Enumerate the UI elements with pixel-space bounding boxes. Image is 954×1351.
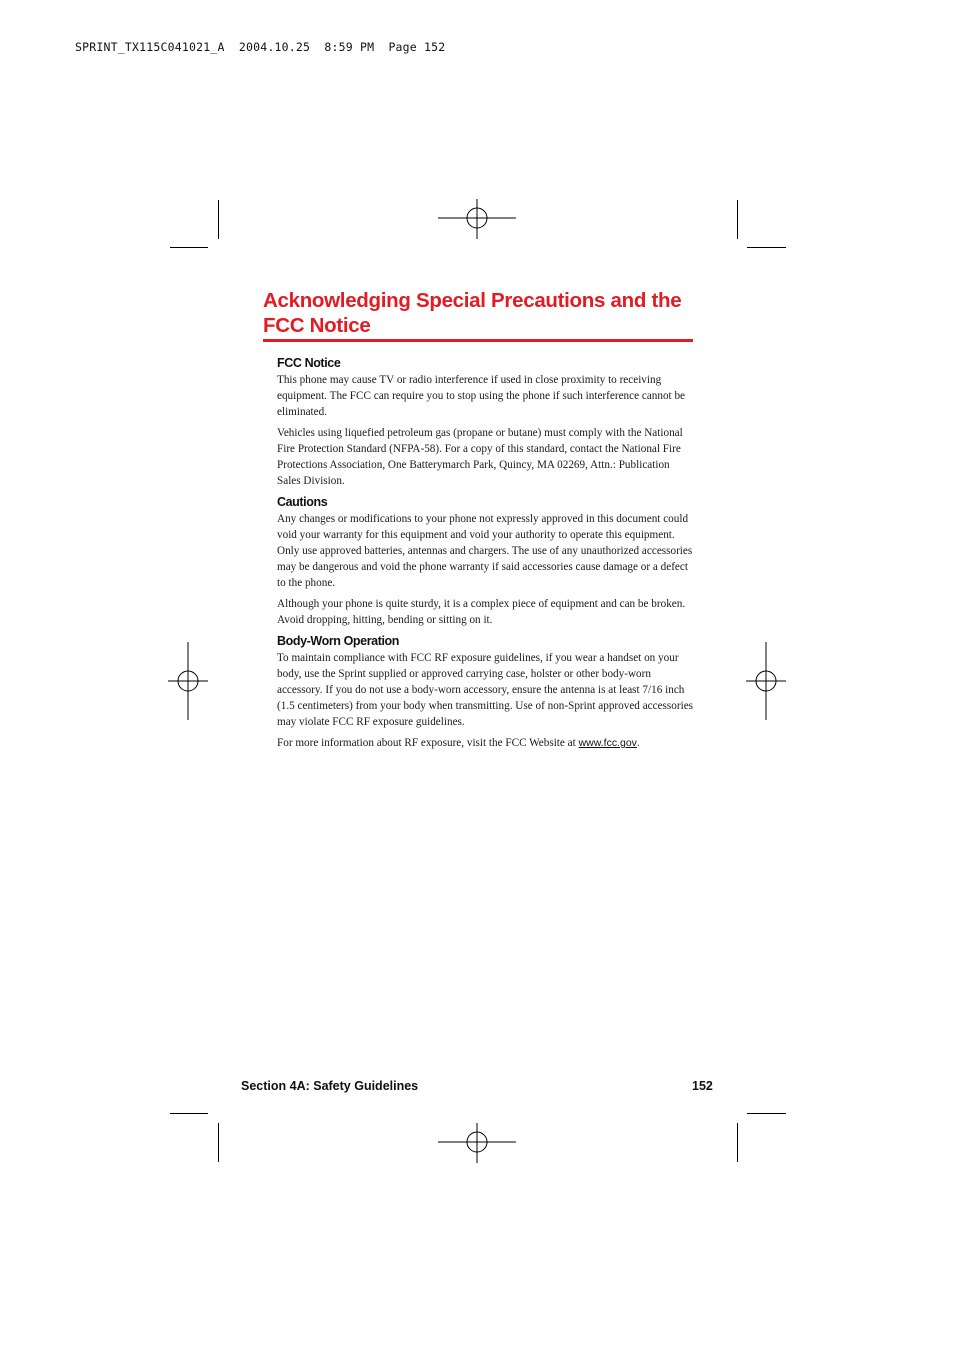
rf-info-suffix: . [636, 737, 640, 749]
fcc-website-link[interactable]: www.fcc.gov [578, 737, 637, 749]
footer-page-number: 152 [692, 1079, 713, 1093]
print-slug: SPRINT_TX115C041021_A 2004.10.25 8:59 PM Page 152 [75, 40, 446, 54]
footer-section-label: Section 4A: Safety Guidelines [241, 1079, 419, 1093]
cautions-paragraph-2: Although your phone is quite sturdy, it is a complex piece of equipment and can be broken. Avoid dropping, hitting, bending or sitting on it. [277, 598, 686, 626]
registration-mark [746, 642, 788, 722]
registration-mark [438, 1123, 518, 1165]
body-worn-paragraph-1: To maintain compliance with FCC RF exposure guidelines, if you wear a handset on your body, use the Sprint supplied or approved carrying case, holster or other body-worn accessory. If you do not use a body-worn accessory, ensure the antenna is at least 7/16 inch (1.5 centimeters) from your body when transmitting. Use of non-Sprint approved accessories may violate FCC RF exposure guidelines. [277, 652, 694, 728]
crop-mark [747, 247, 786, 248]
fcc-notice-heading: FCC Notice [277, 356, 341, 370]
page-title-line1: Acknowledging Special Precautions and the [263, 289, 682, 312]
fcc-notice-paragraph-1: This phone may cause TV or radio interference if used in close proximity to receiving equipment. The FCC can require you to stop using the phone if such interference cannot be eliminated. [277, 374, 686, 418]
page-title [263, 288, 693, 338]
crop-mark [170, 247, 208, 248]
cautions-paragraph-1: Any changes or modifications to your phone not expressly approved in this document could void your warranty for this equipment and void your authority to operate this equipment. Only use approved batteries, antennas and chargers. The use of any unauthorized accessories may be dangerous and void the phone warranty if said accessories cause damage or a defect to the phone. [277, 513, 693, 589]
crop-mark [737, 200, 738, 239]
rf-info-text: For more information about RF exposure, visit the FCC Website at [277, 737, 579, 749]
page-title-line2: FCC Notice [263, 314, 371, 337]
registration-mark [438, 199, 518, 241]
crop-mark [170, 1113, 208, 1114]
body-worn-paragraph-2 [277, 735, 695, 751]
main-content [277, 355, 695, 756]
registration-mark [168, 642, 210, 722]
title-rule [263, 339, 693, 342]
crop-mark [218, 200, 219, 239]
body-worn-heading: Body-Worn Operation [277, 634, 400, 648]
fcc-notice-paragraph-2: Vehicles using liquefied petroleum gas (propane or butane) must comply with the National Fire Protection Standard (NFPA-58). For a copy of this standard, contact the National Fire Protections Association, One Batterymarch Park, Quincy, MA 02269, Attn.: Publication Sales Division. [277, 427, 683, 487]
crop-mark [747, 1113, 786, 1114]
crop-mark [737, 1123, 738, 1162]
crop-mark [218, 1123, 219, 1162]
cautions-heading: Cautions [277, 495, 328, 509]
